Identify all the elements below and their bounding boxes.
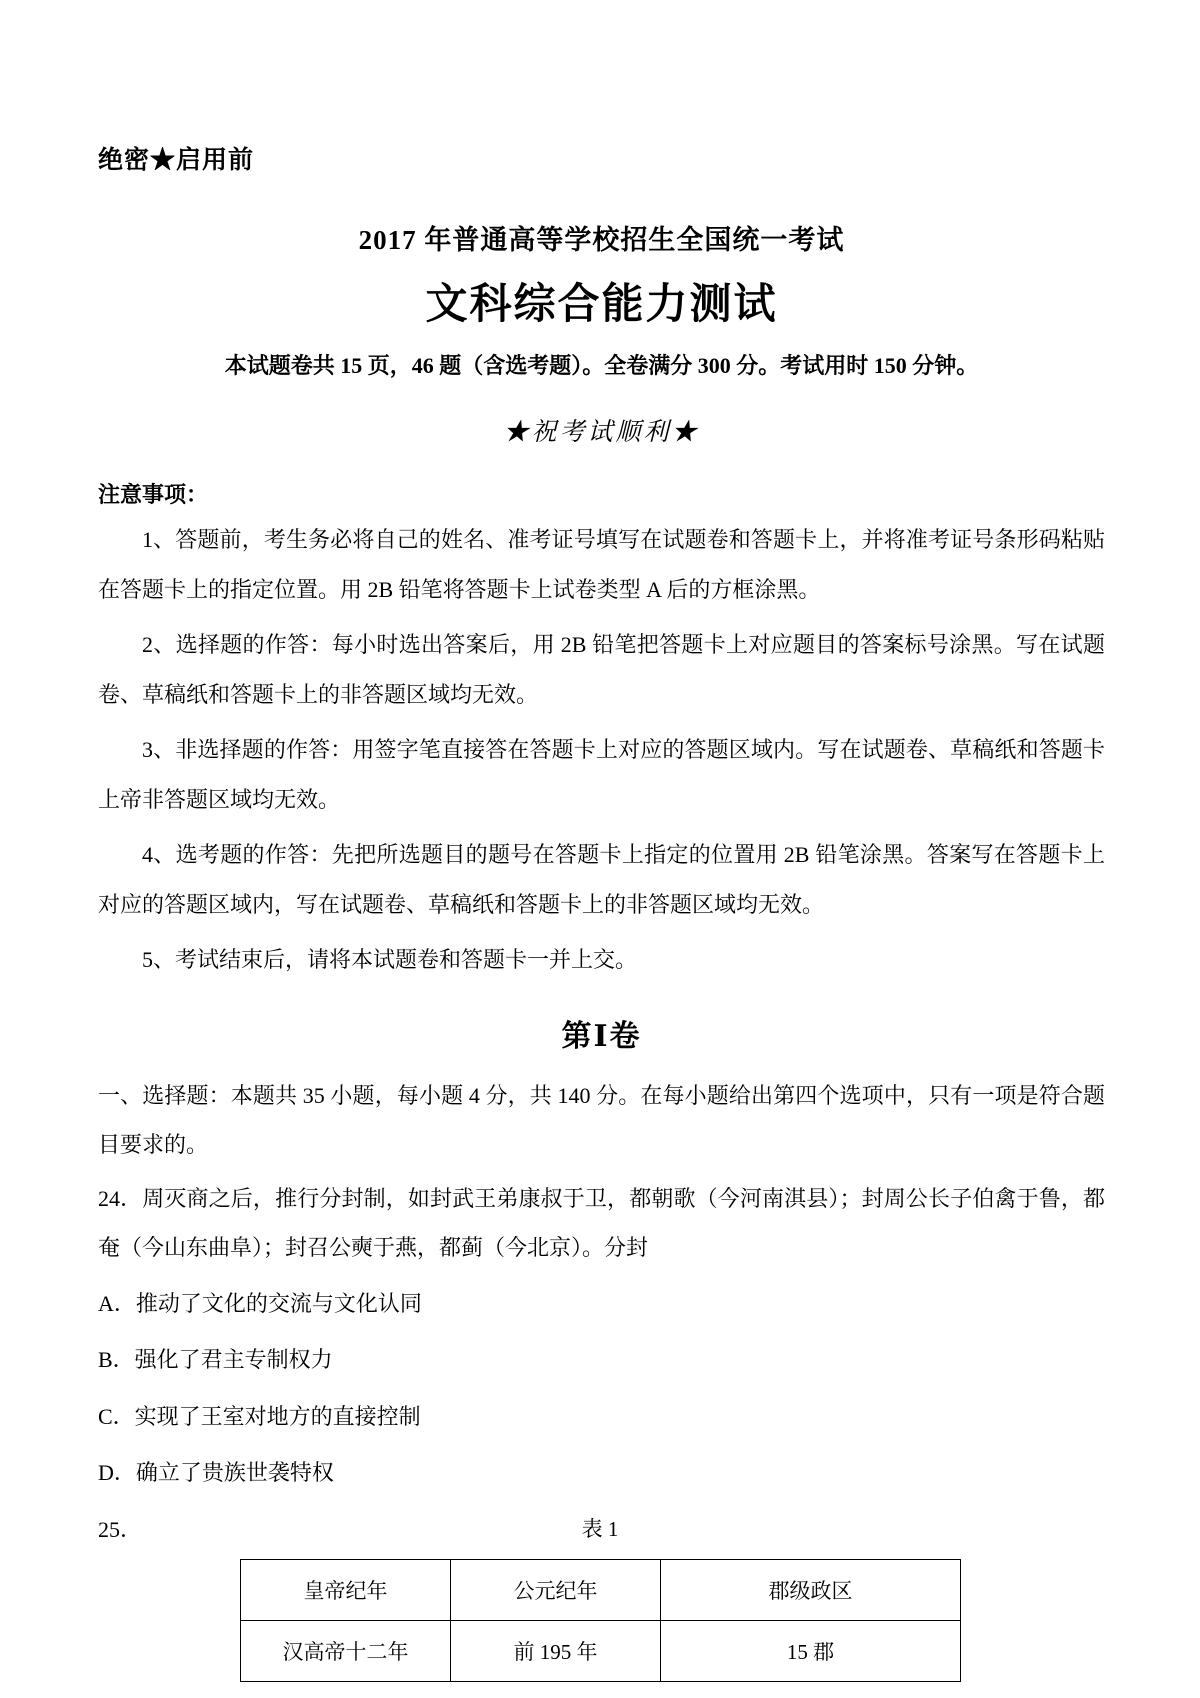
classification-label: 绝密★启用前 [98,147,255,174]
table-row [241,1620,961,1681]
table-cell-ad-era: 前 195 年 [451,1620,661,1681]
exam-wish: ★祝考试顺利★ [503,419,700,446]
question-24-option-a: A．推动了文化的交流与文化认同 [98,1290,422,1316]
section-title: 第Ⅰ卷 [561,1019,642,1053]
note-item-1: 1、答题前，考生务必将自己的姓名、准考证号填写在试题卷和答题卡上，并将准考证号条形码粘贴在答题卡上的指定位置。用 2B 铅笔将答题卡上试卷类型 A 后的方框涂黑。 [98,527,1105,602]
note-item-4: 4、选考题的作答：先把所选题目的题号在答题卡上指定的位置用 2B 铅笔涂黑。答案写在答题卡上对应的答题区域内，写在试题卷、草稿纸和答题卡上的非答题区域均无效。 [98,842,1105,917]
table-cell-emperor-era: 汉高帝十二年 [241,1620,451,1681]
table-cell-commandery: 15 郡 [661,1620,961,1681]
table-header-emperor-era: 皇帝纪年 [241,1559,451,1620]
subject-title: 文科综合能力测试 [425,282,778,328]
table-1-caption: 表 1 [581,1516,619,1541]
table-header-commandery: 郡级政区 [661,1559,961,1620]
paper-info: 本试题卷共 15 页，46 题（含选考题）。全卷满分 300 分。考试用时 150 分钟。 [224,353,979,378]
note-item-3: 3、非选择题的作答：用签字笔直接答在答题卡上对应的答题区域内。写在试题卷、草稿纸和答题卡上帝非答题区域均无效。 [98,737,1105,812]
question-24-option-c: C．实现了王室对地方的直接控制 [98,1403,421,1429]
note-item-2: 2、选择题的作答：每小时选出答案后，用 2B 铅笔把答题卡上对应题目的答案标号涂黑。写在试题卷、草稿纸和答题卡上的非答题区域均无效。 [98,632,1105,707]
question-25-table [240,1559,961,1682]
note-item-5: 5、考试结束后，请将本试题卷和答题卡一并上交。 [142,947,638,972]
question-24-option-b: B．强化了君主专制权力 [98,1347,333,1373]
question-24-stem: 24．周灭商之后，推行分封制，如封武王弟康叔于卫，都朝歌（今河南淇县）；封周公长子伯禽于鲁，都奄（今山东曲阜）；封召公奭于燕，都蓟（今北京）。分封 [98,1185,1105,1260]
question-25-number: 25． [98,1516,143,1542]
exam-title: 2017 年普通高等学校招生全国统一考试 [358,225,845,255]
question-24-option-d: D．确立了贵族世袭特权 [98,1460,334,1486]
section-instructions: 一、选择题：本题共 35 小题，每小题 4 分，共 140 分。在每小题给出第四个选项中，只有一项是符合题目要求的。 [98,1082,1105,1157]
table-header-row [241,1559,961,1620]
question-25-line [98,1513,1105,1547]
table-header-ad-era: 公元纪年 [451,1559,661,1620]
notes-heading: 注意事项： [98,482,209,507]
